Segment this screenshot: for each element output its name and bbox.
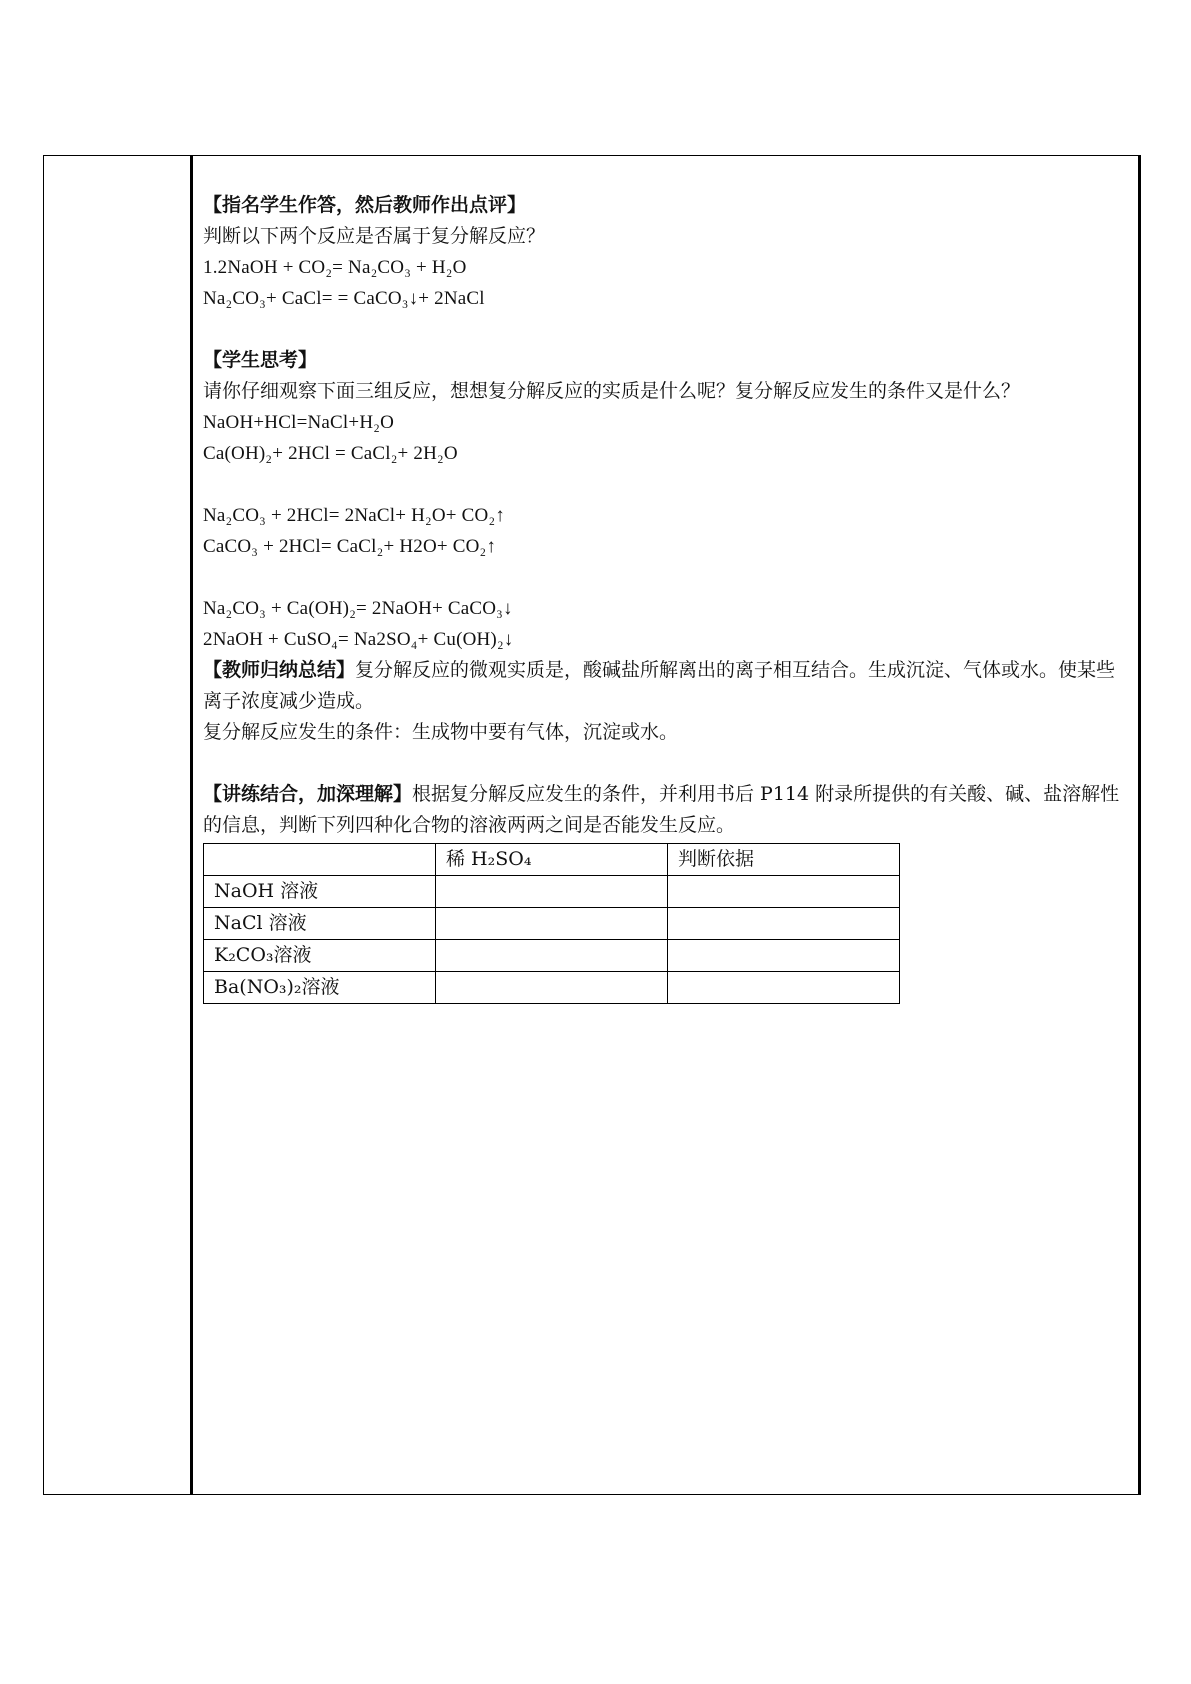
main-content bbox=[203, 190, 1123, 1004]
group1-equation-1: NaOH+HCl=NaCl+H₂O bbox=[203, 412, 394, 433]
group3-equation-1: Na₂CO₃ + Ca(OH)₂= 2NaOH+ CaCO₃↓ bbox=[203, 598, 513, 619]
section4-paragraph bbox=[203, 779, 1123, 841]
table-cell bbox=[436, 972, 668, 1004]
section4-heading: 【讲练结合，加深理解】 bbox=[203, 783, 413, 805]
table-row bbox=[204, 940, 900, 972]
table-row bbox=[204, 908, 900, 940]
table-header-row bbox=[204, 844, 900, 876]
table-cell bbox=[668, 972, 900, 1004]
column-divider bbox=[190, 155, 193, 1495]
section3-heading: 【教师归纳总结】 bbox=[203, 659, 356, 681]
table-header-cell bbox=[204, 844, 436, 876]
section2-question: 请你仔细观察下面三组反应，想想复分解反应的实质是什么呢？复分解反应发生的条件又是什么？ bbox=[203, 380, 1021, 402]
section1-question: 判断以下两个反应是否属于复分解反应？ bbox=[203, 225, 546, 247]
table-cell bbox=[436, 940, 668, 972]
table-cell bbox=[668, 908, 900, 940]
section3-text: 复分解反应的微观实质是，酸碱盐所解离出的离子相互结合。生成沉淀、气体或水。使某些离子浓度减少造成。 bbox=[203, 659, 1116, 712]
group3-equation-2: 2NaOH + CuSO₄= Na2SO₄+ Cu(OH)₂↓ bbox=[203, 629, 514, 650]
section1-heading: 【指名学生作答，然后教师作出点评】 bbox=[203, 194, 527, 216]
table-cell: NaCl 溶液 bbox=[204, 908, 436, 940]
table-cell bbox=[436, 908, 668, 940]
group2-equation-1: Na₂CO₃ + 2HCl= 2NaCl+ H₂O+ CO₂↑ bbox=[203, 505, 505, 526]
table-cell: NaOH 溶液 bbox=[204, 876, 436, 908]
section3-paragraph bbox=[203, 655, 1123, 717]
section3-condition: 复分解反应发生的条件：生成物中要有气体，沉淀或水。 bbox=[203, 721, 679, 743]
table-cell: K₂CO₃溶液 bbox=[204, 940, 436, 972]
table-cell bbox=[668, 876, 900, 908]
table-cell: Ba(NO₃)₂溶液 bbox=[204, 972, 436, 1004]
table-cell bbox=[668, 940, 900, 972]
table-header-cell: 稀 H₂SO₄ bbox=[436, 844, 668, 876]
table-row bbox=[204, 876, 900, 908]
equation-1: 1.2NaOH + CO₂= Na₂CO₃ + H₂O bbox=[203, 257, 467, 278]
section2-heading: 【学生思考】 bbox=[203, 349, 318, 371]
table-header-cell: 判断依据 bbox=[668, 844, 900, 876]
table-cell bbox=[436, 876, 668, 908]
group2-equation-2: CaCO₃ + 2HCl= CaCl₂+ H2O+ CO₂↑ bbox=[203, 536, 497, 557]
table-row bbox=[204, 972, 900, 1004]
group1-equation-2: Ca(OH)₂+ 2HCl = CaCl₂+ 2H₂O bbox=[203, 443, 458, 464]
judgment-table bbox=[203, 843, 900, 1004]
equation-2: Na₂CO₃+ CaCl= = CaCO₃↓+ 2NaCl bbox=[203, 288, 485, 309]
section4-text: 根据复分解反应发生的条件，并利用书后 P114 附录所提供的有关酸、碱、盐溶解性的信息，判断下列四种化合物的溶液两两之间是否能发生反应。 bbox=[203, 783, 1120, 836]
